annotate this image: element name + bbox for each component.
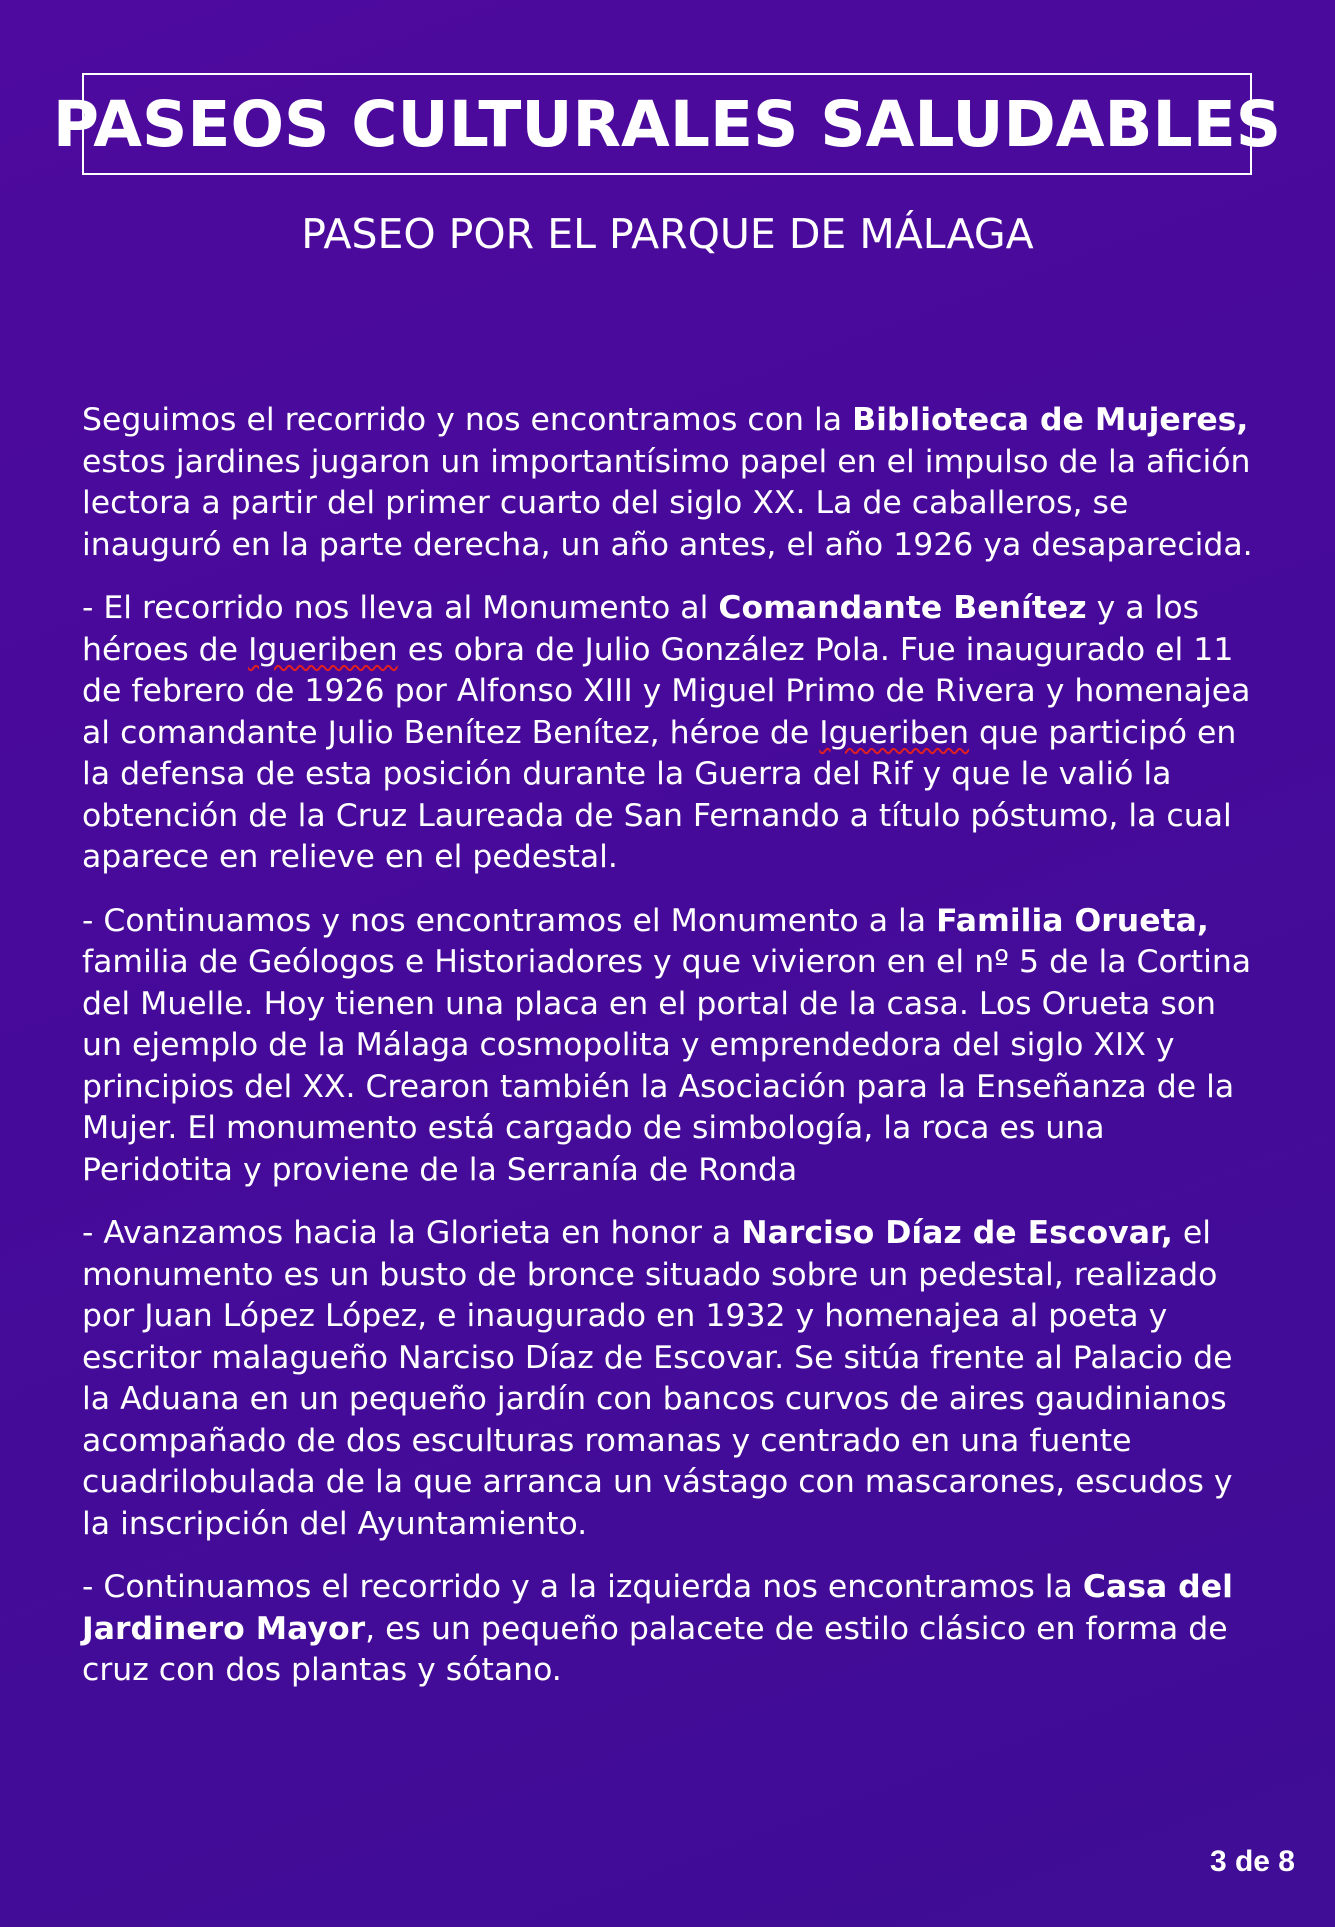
page-number: 3 de 8	[1209, 1845, 1295, 1878]
text-run: es obra de Julio González Pola. Fue inaugurado el 11 de febrero de 1926 por Alfonso XIII y Miguel Primo de Rivera y homenajea al comandante Julio Benítez Benítez, héroe de	[82, 631, 1251, 751]
paragraph-comandante-benitez	[82, 588, 1262, 879]
bold-term: Familia Orueta,	[936, 902, 1209, 939]
title-box	[52, 73, 1282, 175]
spellcheck-word: Igueriben	[819, 714, 969, 751]
text-run: y a los héroes de	[82, 590, 1199, 668]
text-run: Seguimos el recorrido y nos encontramos con la	[82, 402, 853, 438]
bold-term: Casa del Jardinero Mayor	[82, 1569, 1233, 1647]
spellcheck-word: Igueriben	[248, 631, 398, 668]
page-subtitle: PASEO POR EL PARQUE DE MÁLAGA	[301, 210, 1034, 258]
paragraph-familia-orueta	[82, 901, 1262, 1192]
page-title: PASEOS CULTURALES SALUDABLES	[52, 87, 1282, 161]
text-run: , es un pequeño palacete de estilo clásico en forma de cruz con dos plantas y sótano.	[82, 1610, 1228, 1688]
text-run: familia de Geólogos e Historiadores y que vivieron en el nº 5 de la Cortina del Muelle. Hoy tienen una placa en el portal de la casa. Los Orueta son un ejemplo de la Málaga cosmopolita y emprendedora del siglo XIX y principios del XX. Crearon también la Asociación para la Enseñanza de la Mujer. El monumento está cargado de simbología, la roca es una Peridotita y proviene de la Serranía de Ronda	[82, 944, 1252, 1188]
text-run: - El recorrido nos lleva al Monumento al	[82, 590, 719, 626]
text-run: - Continuamos el recorrido y a la izquierda nos encontramos la	[82, 1569, 1083, 1605]
text-run: estos jardines jugaron un importantísimo papel en el impulso de la afición lectora a partir del primer cuarto del siglo XX. La de caballeros, se inauguró en la parte derecha, un año antes, el año 1926 ya desaparecida.	[82, 443, 1253, 563]
paragraph-biblioteca	[82, 400, 1262, 566]
bold-term: Narciso Díaz de Escovar,	[741, 1215, 1173, 1251]
text-run: - Continuamos y nos encontramos el Monumento a la	[82, 902, 937, 939]
body-text	[82, 400, 1262, 1714]
paragraph-casa-jardinero	[82, 1567, 1262, 1692]
text-run: - Avanzamos hacia la Glorieta en honor a	[82, 1215, 742, 1251]
paragraph-narciso-diaz	[82, 1213, 1262, 1545]
bold-term: Biblioteca de Mujeres,	[852, 402, 1249, 438]
bold-term: Comandante Benítez	[718, 590, 1087, 626]
text-run: el monumento es un busto de bronce situado sobre un pedestal, realizado por Juan López López, e inaugurado en 1932 y homenajea al poeta y escritor malagueño Narciso Díaz de Escovar. Se sitúa frente al Palacio de la Aduana en un pequeño jardín con bancos curvos de aires gaudinianos acompañado de dos esculturas romanas y centrado en una fuente cuadrilobulada de la que arranca un vástago con mascarones, escudos y la inscripción del Ayuntamiento.	[82, 1215, 1233, 1542]
text-run: que participó en la defensa de esta posición durante la Guerra del Rif y que le valió la obtención de la Cruz Laureada de San Fernando a título póstumo, la cual aparece en relieve en el pedestal.	[82, 714, 1237, 875]
